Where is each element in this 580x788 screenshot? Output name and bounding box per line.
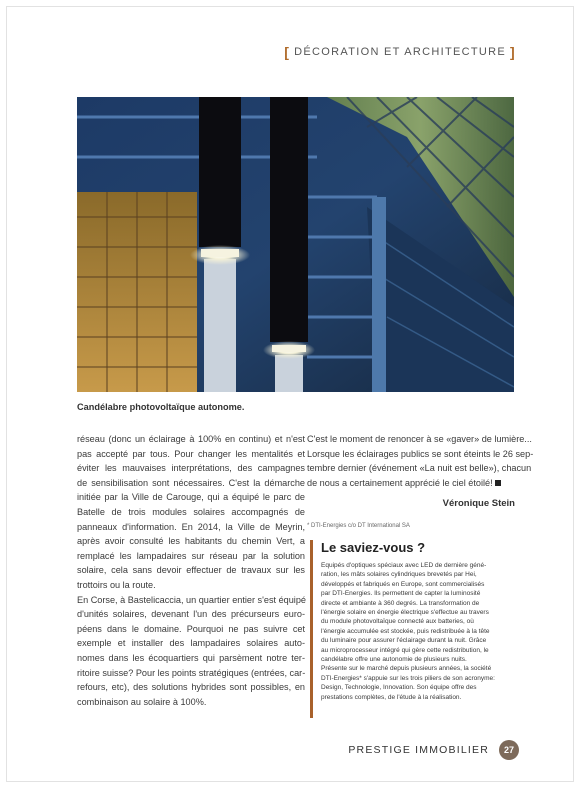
article-column-right	[307, 432, 534, 534]
text-line: d'unités solaires, devenant l'un des précurseurs euro-	[77, 609, 305, 620]
article-paragraph	[307, 432, 534, 490]
text-line: nomes dans les écoquartiers qui parsèment notre ter-	[77, 652, 305, 663]
article-paragraph	[77, 432, 305, 709]
sidebar-line: par DTI-Energies. Ils permettent de capter la luminosité	[321, 590, 481, 598]
photo-caption: Candélabre photovoltaïque autonome.	[77, 402, 245, 412]
text-line: panneaux d'information. En 2014, la Ville de Meyrin,	[77, 521, 305, 532]
sidebar-line: directe et ambiante à 360 degrés. La transformation de	[321, 599, 480, 607]
bracket-open: [	[284, 44, 291, 60]
sidebar-line: Equipés d'optiques spéciaux avec LED de dernière géné-	[321, 562, 487, 569]
sidebar-line: candélabre offre une autonomie de plusieurs nuits.	[321, 656, 467, 664]
text-line: péens dans le domaine. Pourquoi ne pas suivre cet	[77, 623, 305, 634]
footnote: * DTI-Energies c/o DT International SA	[307, 522, 410, 529]
page-footer	[348, 740, 519, 760]
text-line: pas accepté par tous. Pour changer les mentalités et	[77, 448, 305, 459]
text-line: ritoire suisse? Pour les points stratégiques (entrées, car-	[77, 667, 306, 678]
end-mark-icon	[495, 480, 501, 486]
text-line: C'est le moment de renoncer à se «gaver» de lumière...	[307, 434, 532, 444]
text-line: tembre dernier (événement «La nuit est belle»), chacun	[307, 463, 532, 474]
sidebar-line: l'énergie accumulée est stockée, puis redistribuée à la tête	[321, 627, 490, 635]
text-line: remplacé les lampadaires sur réseau par la solution	[77, 550, 305, 561]
sidebar-line: prestations complètes, de l'étude à la réalisation.	[321, 693, 462, 701]
text-line	[307, 476, 515, 491]
page-number-badge: 27	[499, 740, 519, 760]
sidebar-line: du module photovoltaïque connecté aux batteries, où	[321, 618, 474, 626]
photo-illustration	[77, 97, 514, 392]
text-line: Lorsque les éclairages publics se sont éteints le 26 sep-	[307, 448, 534, 459]
info-sidebar	[310, 540, 529, 718]
text-line: après avoir consulté les habitants du chemin Vert, a	[77, 536, 305, 547]
text-line: En Corse, à Bastelicaccia, un quartier entier s'est équipé	[77, 594, 306, 605]
text-line: trottoirs ou la route.	[77, 579, 156, 590]
sidebar-line: du luminaire pour assurer l'éclairage durant la nuit. Grâce	[321, 637, 487, 645]
photovoltaic-candelabra-photo	[77, 97, 514, 392]
text-line: combinaison au solaire à 100%.	[77, 696, 207, 707]
bracket-close: ]	[510, 44, 516, 60]
text-line: refours, etc), des solutions hybrides sont possibles, en	[77, 682, 305, 693]
text-line: exemple et installer des lampadaires solaires auto-	[77, 638, 305, 649]
sidebar-line: au microprocesseur intégré qui gère cette redistribution, le	[321, 646, 489, 654]
text-line: réseau (donc un éclairage à 100% en continu) et n'est	[77, 434, 305, 444]
sidebar-line: Présente sur le marché depuis plusieurs années, la société	[321, 665, 492, 673]
sidebar-line: ration, les mâts solaires cylindriques brevetés par Hei,	[321, 571, 477, 579]
sidebar-body	[321, 561, 529, 702]
sidebar-line: DTI-Energies* s'appuie sur les trois piliers de son acronyme:	[321, 674, 495, 682]
text-line: de sensibilisation sont nécessaires. C'est la démarche	[77, 477, 305, 488]
sidebar-line: Design, Technologie, Innovation. Son équipe offre des	[321, 684, 477, 692]
author-signature: Véronique Stein	[442, 498, 515, 510]
text-line-content: de nous a certainement apprécié le ciel étoilé!	[307, 477, 493, 488]
text-line: Batelle de trois modules solaires accompagnés de	[77, 506, 305, 517]
sidebar-line: l'énergie solaire en énergie électrique s'effectue au travers	[321, 609, 489, 617]
section-title: DÉCORATION ET ARCHITECTURE	[294, 46, 507, 58]
text-line: initiée par la Ville de Carouge, qui a équipé le parc de	[77, 492, 305, 503]
text-line: éviter les mauvaises interprétations, des campagnes	[77, 463, 305, 474]
article-column-left	[77, 432, 305, 709]
sidebar-title: Le saviez-vous ?	[321, 540, 426, 555]
section-header	[284, 44, 516, 60]
sidebar-line: développés et fabriqués en Europe, sont commercialisés	[321, 580, 485, 588]
magazine-brand: PRESTIGE IMMOBILIER	[348, 744, 489, 756]
text-line: solaire, cela sans devoir effectuer de travaux sur les	[77, 565, 305, 576]
